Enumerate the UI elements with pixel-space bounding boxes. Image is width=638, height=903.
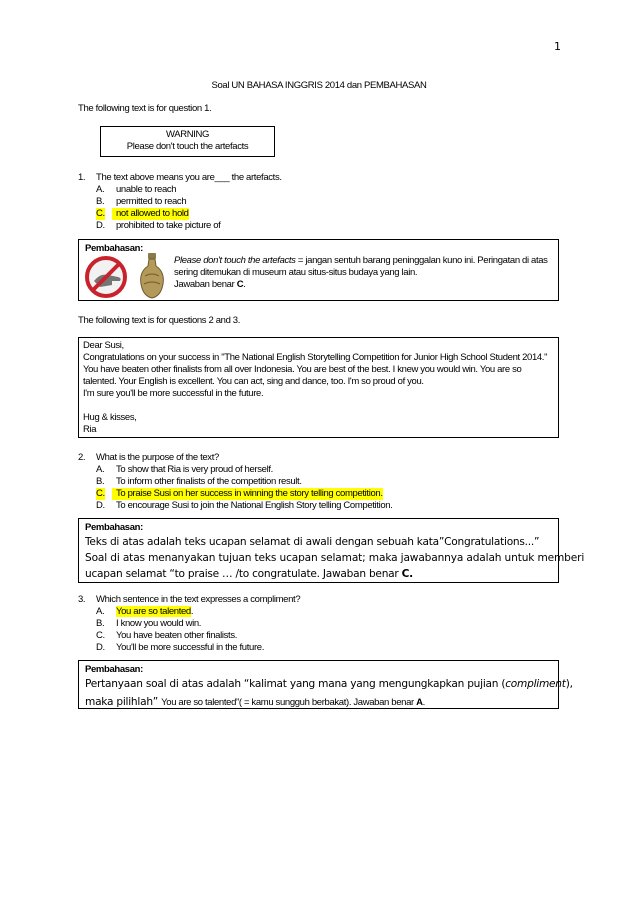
warning-box bbox=[100, 126, 275, 157]
explanation-line-1 bbox=[85, 676, 573, 692]
option-text: I know you would win. bbox=[116, 618, 202, 629]
explanation-text: = jangan sentuh barang peninggalan kuno ini. Peringatan di atas bbox=[295, 255, 548, 266]
question-3 bbox=[78, 594, 478, 654]
explanation-line-1 bbox=[174, 255, 548, 267]
explanation-box-1 bbox=[78, 239, 559, 301]
explanation-label: Pembahasan: bbox=[85, 243, 143, 254]
option-text: not allowed to hold bbox=[112, 208, 189, 220]
explanation-text: . bbox=[243, 279, 246, 290]
option-highlight: You are so talented bbox=[116, 606, 191, 617]
option-text: To praise Susi on her success in winning the story telling competition. bbox=[112, 488, 383, 500]
letter-line: Hug & kisses, bbox=[83, 412, 137, 423]
option-letter: D. bbox=[96, 220, 105, 231]
question-1 bbox=[78, 172, 478, 232]
option-text: To encourage Susi to join the National English Story telling Competition. bbox=[116, 500, 393, 511]
explanation-text: ucapan selamat “to praise … /to congratulate. Jawaban benar bbox=[85, 568, 402, 580]
option-letter: C. bbox=[96, 488, 105, 499]
explanation-label: Pembahasan: bbox=[85, 522, 143, 533]
explanation-line-2 bbox=[85, 692, 425, 710]
explanation-line-3 bbox=[85, 566, 413, 582]
option-letter: A. bbox=[96, 606, 105, 617]
letter-line: Ria bbox=[83, 424, 97, 435]
option-letter: C. bbox=[96, 630, 105, 641]
explanation-line-2: Soal di atas menanyakan tujuan teks ucapan selamat; maka jawabannya adalah untuk memberi bbox=[85, 552, 585, 564]
option-letter: C. bbox=[96, 208, 105, 219]
letter-box bbox=[78, 337, 559, 438]
explanation-italic: compliment bbox=[505, 678, 566, 690]
answer-letter: C bbox=[236, 279, 244, 290]
explanation-text: . bbox=[422, 697, 425, 708]
option-letter: B. bbox=[96, 476, 105, 487]
option-letter: A. bbox=[96, 464, 105, 475]
explanation-line-1: Teks di atas adalah teks ucapan selamat di awali dengan sebuah kata”Congratulations...” bbox=[85, 536, 540, 548]
option-letter: B. bbox=[96, 618, 105, 629]
option-text: unable to reach bbox=[116, 184, 177, 195]
option-letter: D. bbox=[96, 642, 105, 653]
no-touch-sign-icon bbox=[84, 255, 134, 299]
letter-line: Dear Susi, bbox=[83, 340, 124, 351]
letter-line: I'm sure you'll be more successful in the future. bbox=[83, 388, 264, 399]
question-2 bbox=[78, 452, 538, 512]
option-text bbox=[116, 606, 193, 618]
letter-line: talented. Your English is excellent. You can act, sing and dance, too. I'm so proud of you. bbox=[83, 376, 424, 387]
question-number: 2. bbox=[78, 452, 86, 463]
explanation-text: Pertanyaan soal di atas adalah “kalimat yang mana yang mengungkapkan pujian ( bbox=[85, 678, 506, 690]
page-number: 1 bbox=[554, 40, 561, 53]
option-letter: D. bbox=[96, 500, 105, 511]
explanation-line-2: sering ditemukan di museum atau situs-situs budaya yang lain. bbox=[174, 267, 418, 278]
option-text: You have beaten other finalists. bbox=[116, 630, 238, 641]
option-letter: B. bbox=[96, 196, 105, 207]
explanation-text: You are so talented”( = kamu sungguh berbakat). Jawaban benar bbox=[161, 697, 417, 708]
explanation-text: maka pilihlah” bbox=[85, 696, 162, 708]
answer-letter: A bbox=[416, 697, 423, 708]
option-text: permitted to reach bbox=[116, 196, 187, 207]
option-text: To inform other finalists of the competition result. bbox=[116, 476, 302, 487]
question-text: Which sentence in the text expresses a compliment? bbox=[96, 594, 301, 605]
answer-letter: C. bbox=[401, 568, 413, 580]
option-text: You'll be more successful in the future. bbox=[116, 642, 264, 653]
intro-question-1: The following text is for question 1. bbox=[78, 103, 212, 114]
option-suffix: . bbox=[190, 606, 194, 617]
option-text: To show that Ria is very proud of herself. bbox=[116, 464, 273, 475]
explanation-text: Jawaban benar bbox=[174, 279, 237, 290]
question-text: What is the purpose of the text? bbox=[96, 452, 219, 463]
page-title: Soal UN BAHASA INGGRIS 2014 dan PEMBAHASAN bbox=[211, 80, 427, 91]
intro-questions-2-3: The following text is for questions 2 and 3. bbox=[78, 315, 241, 326]
option-letter: A. bbox=[96, 184, 105, 195]
question-number: 1. bbox=[78, 172, 86, 183]
explanation-text: ), bbox=[565, 678, 573, 690]
explanation-box-2 bbox=[78, 518, 585, 583]
question-text: The text above means you are___ the artefacts. bbox=[96, 172, 282, 183]
letter-line: Congratulations on your success in "The National English Storytelling Competition for Junior High School Student 2014." bbox=[83, 352, 548, 363]
explanation-box-3 bbox=[78, 660, 573, 709]
explanation-label: Pembahasan: bbox=[85, 664, 143, 675]
vase-icon bbox=[137, 252, 167, 300]
warning-heading: WARNING bbox=[165, 129, 210, 140]
option-text: prohibited to take picture of bbox=[116, 220, 221, 231]
question-number: 3. bbox=[78, 594, 86, 605]
warning-message: Please don't touch the artefacts bbox=[126, 141, 249, 152]
explanation-line-3 bbox=[174, 279, 246, 291]
letter-line: You have beaten other finalists from all over Indonesia. You are best of the best. I knew you would win. You are so bbox=[83, 364, 522, 375]
explanation-italic: Please don't touch the artefacts bbox=[174, 255, 296, 266]
